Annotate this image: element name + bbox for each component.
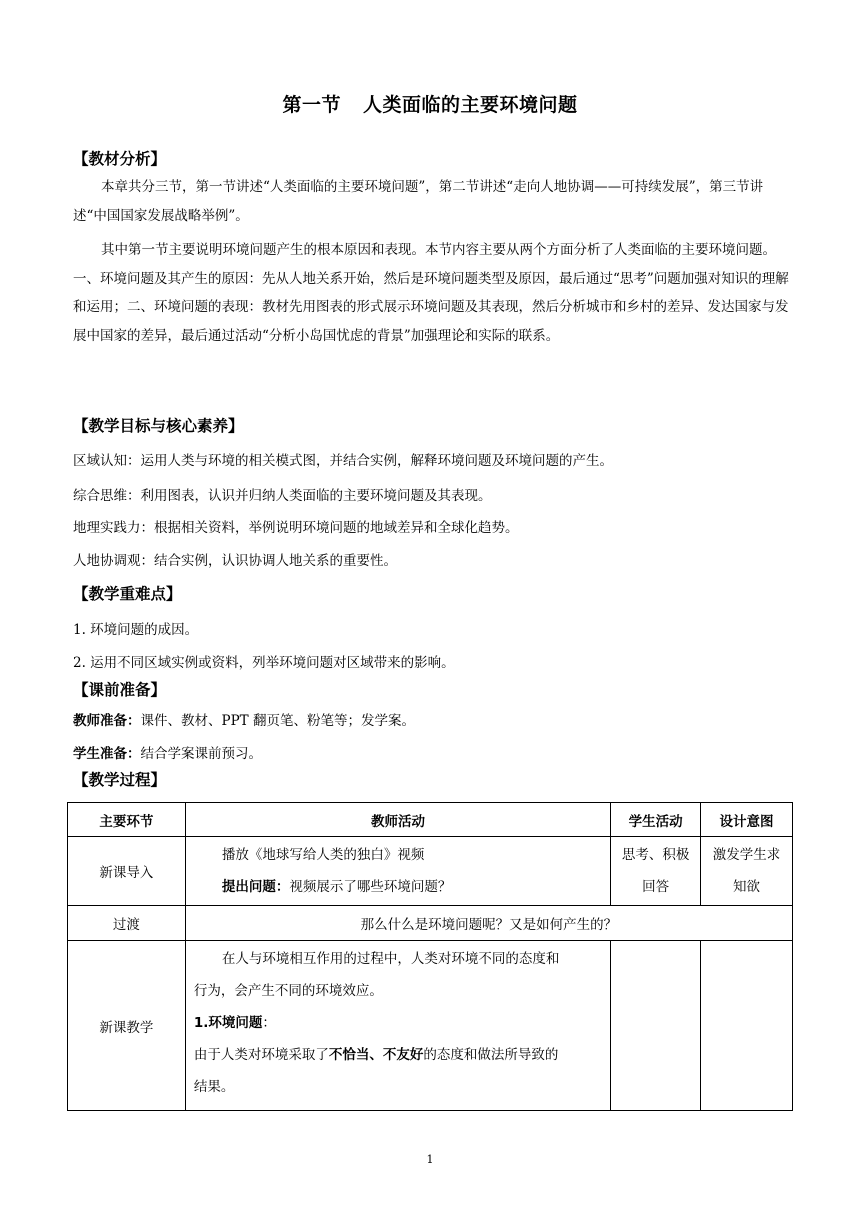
title-topic: 人类面临的主要环境问题 <box>363 94 578 116</box>
column-header: 主要环节 <box>68 803 186 837</box>
stage-cell: 过渡 <box>68 906 186 941</box>
page-number: 1 <box>426 1153 434 1166</box>
column-header: 学生活动 <box>611 803 701 837</box>
design-intent-cell: 激发学生求 知欲 <box>701 837 793 906</box>
goal-item: 区域认知：运用人类与环境的相关模式图，并结合实例，解释环境问题及环境问题的产生。 <box>73 453 613 469</box>
analysis-paragraph-1: 本章共分三节，第一节讲述“人类面临的主要环境问题”，第二节讲述“走向人地协调——可持续发展”，第三节讲述“中国国家发展战略举例”。 <box>73 179 764 224</box>
process-heading: 【教学过程】 <box>73 771 167 789</box>
goals-heading: 【教学目标与核心素养】 <box>73 417 244 435</box>
title-section: 第一节 <box>282 94 341 116</box>
teaching-process-table <box>67 802 793 1111</box>
teacher-activity-cell: 播放《地球写给人类的独白》视频 提出问题：视频展示了哪些环境问题？ <box>185 837 610 906</box>
table-header-row <box>68 803 793 837</box>
transition-cell: 那么什么是环境问题呢？又是如何产生的？ <box>185 906 792 941</box>
stage-cell: 新课导入 <box>68 837 186 906</box>
prep-heading: 【课前准备】 <box>73 681 167 699</box>
student-activity-cell <box>611 941 701 1111</box>
table-row <box>68 941 793 1111</box>
table-row <box>68 906 793 941</box>
table-row <box>68 837 793 906</box>
page-title <box>0 90 860 117</box>
analysis-heading: 【教材分析】 <box>73 150 167 168</box>
stage-cell: 新课教学 <box>68 941 186 1111</box>
goal-item: 人地协调观：结合实例，认识协调人地关系的重要性。 <box>73 553 397 569</box>
teacher-activity-cell: 在人与环境相互作用的过程中，人类对环境不同的态度和 行为，会产生不同的环境效应。 1.环境问题： 由于人类对环境采取了不恰当、不友好的态度和做法所导致的 结果。 <box>185 941 610 1111</box>
goal-item: 地理实践力：根据相关资料，举例说明环境问题的地域差异和全球化趋势。 <box>73 520 519 536</box>
keypoints-heading: 【教学重难点】 <box>73 585 182 603</box>
student-prep: 学生准备：结合学案课前预习。 <box>73 746 262 762</box>
design-intent-cell <box>701 941 793 1111</box>
column-header: 设计意图 <box>701 803 793 837</box>
goal-item: 综合思维：利用图表，认识并归纳人类面临的主要环境问题及其表现。 <box>73 488 492 504</box>
keypoint-item: 2. 运用不同区域实例或资料，列举环境问题对区域带来的影响。 <box>73 655 455 671</box>
keypoint-item: 1. 环境问题的成因。 <box>73 622 199 638</box>
student-activity-cell: 思考、积极 回答 <box>611 837 701 906</box>
column-header: 教师活动 <box>185 803 610 837</box>
analysis-paragraph-2: 其中第一节主要说明环境问题产生的根本原因和表现。本节内容主要从两个方面分析了人类面临的主要环境问题。一、环境问题及其产生的原因：先从人地关系开始，然后是环境问题类型及原因，最后通过“思考”问题加强对知识的理解和运用；二、环境问题的表现：教材先用图表的形式展示环境问题及其表现，然后分析城市和乡村的差异、发达国家与发展中国家的差异，最后通过活动“分析小岛国忧虑的背景”加强理论和实际的联系。 <box>73 242 789 344</box>
teacher-prep: 教师准备：课件、教材、PPT 翻页笔、粉笔等；发学案。 <box>73 713 415 729</box>
